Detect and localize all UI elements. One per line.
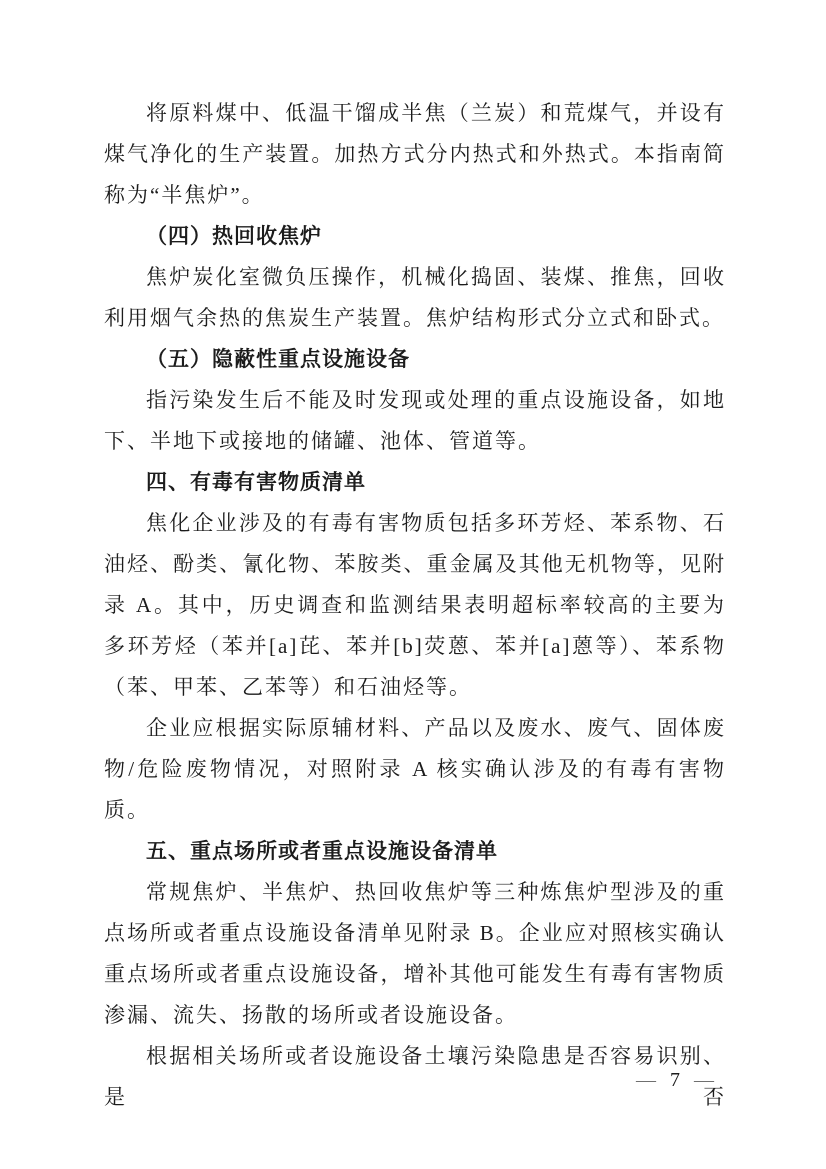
body-paragraph: 焦化企业涉及的有毒有害物质包括多环芳烃、苯系物、石油烃、酚类、氰化物、苯胺类、重金属及其他无机物等，见附录 A。其中，历史调查和监测结果表明超标率较高的主要为多环芳烃（苯并[a]芘、苯并[b]荧蒽、苯并[a]蒽等）、苯系物（苯、甲苯、乙苯等）和石油烃等。 — [104, 511, 726, 699]
page-number-dash-left: — — [636, 1069, 656, 1091]
body-paragraph: 根据相关场所或者设施设备土壤污染隐患是否容易识别、是否 — [104, 1044, 726, 1109]
body-paragraph: 将原料煤中、低温干馏成半焦（兰炭）和荒煤气，并设有煤气净化的生产装置。加热方式分内热式和外热式。本指南简称为“半焦炉”。 — [104, 101, 726, 207]
subsection-heading-4: （四）热回收焦炉 — [146, 224, 322, 248]
page-number-value: 7 — [670, 1069, 680, 1091]
body-paragraph: 焦炉炭化室微负压操作，机械化捣固、装煤、推焦，回收利用烟气余热的焦炭生产装置。焦炉结构形式分立式和卧式。 — [104, 265, 726, 330]
body-paragraph: 常规焦炉、半焦炉、热回收焦炉等三种炼焦炉型涉及的重点场所或者重点设施设备清单见附录 B。企业应对照核实确认重点场所或者重点设施设备，增补其他可能发生有毒有害物质渗漏、流失、扬散的场所或者设施设备。 — [104, 880, 726, 1027]
page-body — [104, 93, 726, 1118]
subsection-heading-5: （五）隐蔽性重点设施设备 — [146, 347, 410, 371]
section-heading-5: 五、重点场所或者重点设施设备清单 — [146, 840, 498, 863]
page-number — [630, 1066, 720, 1094]
section-heading-4: 四、有毒有害物质清单 — [146, 471, 366, 494]
body-paragraph: 企业应根据实际原辅材料、产品以及废水、废气、固体废物/危险废物情况，对照附录 A 核实确认涉及的有毒有害物质。 — [104, 716, 726, 822]
page-number-dash-right: — — [694, 1069, 714, 1091]
body-paragraph: 指污染发生后不能及时发现或处理的重点设施设备，如地下、半地下或接地的储罐、池体、管道等。 — [104, 388, 726, 453]
